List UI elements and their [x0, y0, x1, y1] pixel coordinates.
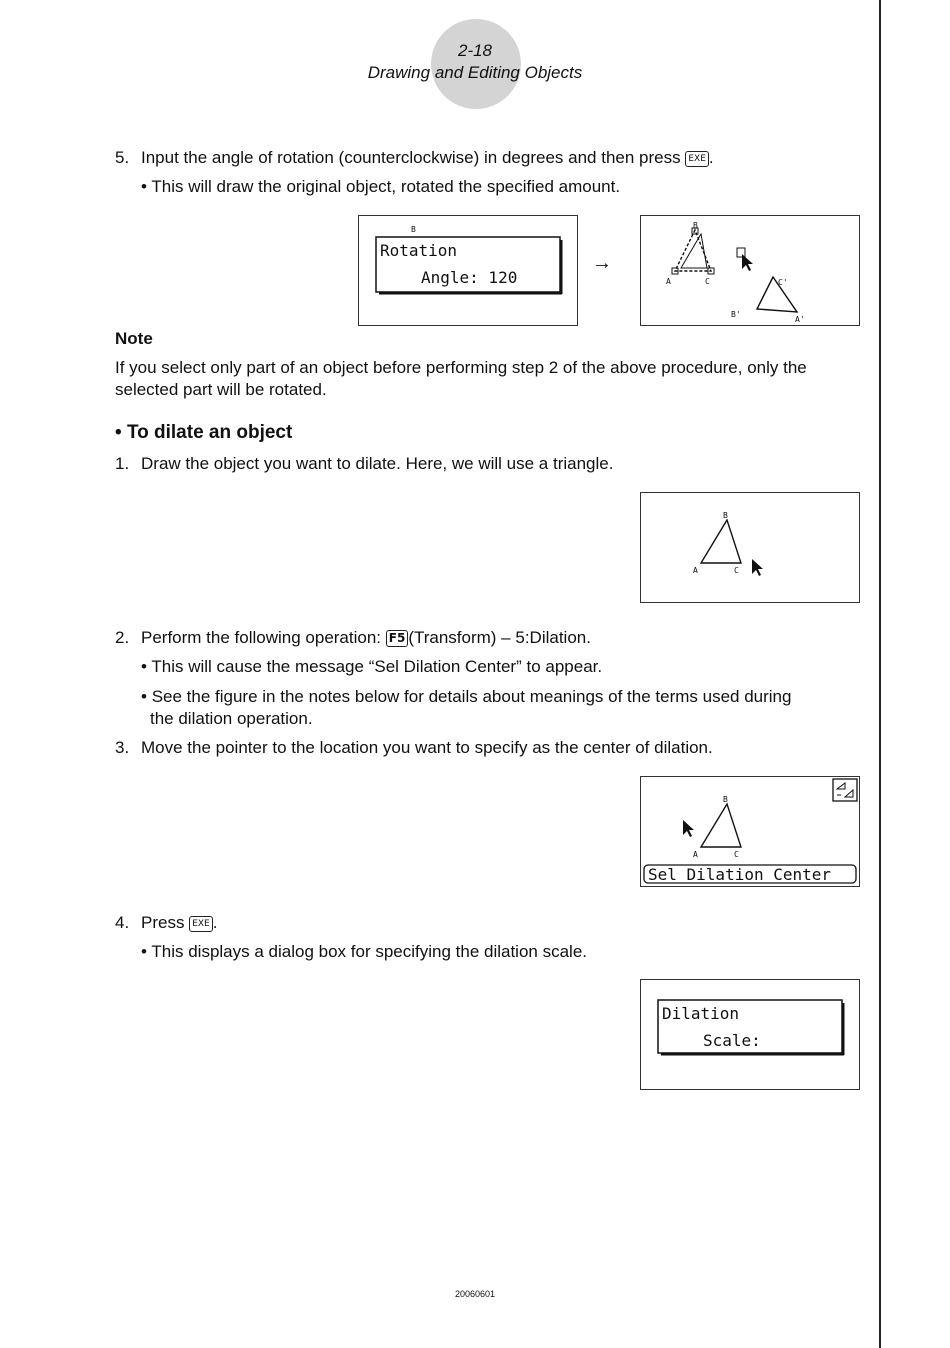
f5-key-icon: F5 — [386, 630, 409, 647]
dilate-heading-text: To dilate an object — [126, 422, 293, 443]
dilate-heading: • To dilate an object — [115, 422, 293, 443]
bullet-text: See the figure in the notes below for details about meanings of the terms used during — [151, 687, 792, 706]
point-b-label: B — [693, 221, 698, 230]
dilate-step-2-text-b: (Transform) – 5:Dilation. — [408, 628, 591, 647]
step-number: 2. — [115, 628, 130, 647]
dilation-scale-label: Scale: — [703, 1031, 761, 1050]
dilate-step-2-bullet-1: • This will cause the message “Sel Dilation Center” to appear. — [141, 657, 603, 676]
exe-key-icon: EXE — [189, 916, 213, 932]
exe-key-icon: EXE — [685, 151, 709, 167]
point-c-label: C — [734, 850, 739, 859]
point-b-prime-label: B' — [731, 310, 741, 319]
dilate-step-2-text — [141, 627, 591, 649]
pointer-icon — [752, 559, 763, 576]
page-edge-line — [879, 0, 881, 1348]
bullet-text: This will cause the message “Sel Dilation Center” to appear. — [151, 657, 603, 676]
step-number: 4. — [115, 913, 130, 932]
step-5-text-a: Input the angle of rotation (counterclockwise) in degrees and then press — [141, 148, 681, 167]
point-a-label: A — [693, 850, 698, 859]
status-message: Sel Dilation Center — [648, 865, 832, 884]
dilation-title: Dilation — [662, 1004, 740, 1023]
dilate-step-4-text-b: . — [212, 913, 218, 932]
dilate-step-2-bullet-2-cont: the dilation operation. — [150, 709, 313, 728]
dilate-step-4-text — [141, 912, 217, 934]
dilation-center-screen — [640, 776, 860, 887]
section-title: Drawing and Editing Objects — [367, 63, 583, 82]
note-line-1: If you select only part of an object before performing step 2 of the above procedure, only the — [115, 358, 807, 377]
point-a-prime-label: A' — [795, 315, 805, 324]
page-number: 2-18 — [457, 41, 493, 60]
point-c-label: C — [734, 566, 739, 575]
point-b-label: B — [723, 511, 728, 520]
step-5-bullet-text: This will draw the original object, rotated the specified amount. — [151, 177, 621, 196]
point-a-label: A — [666, 277, 671, 286]
dilate-step-2-text-a: Perform the following operation: — [141, 628, 382, 647]
step-number: 1. — [115, 454, 130, 473]
dilate-step-2-bullet-2: • See the figure in the notes below for details about meanings of the terms used during — [141, 687, 792, 706]
step-5-text-b: . — [708, 148, 714, 167]
pointer-icon — [742, 254, 753, 271]
point-c-prime-label: C' — [778, 278, 788, 287]
point-b-label: B — [411, 225, 416, 234]
rotation-result-screen — [640, 215, 860, 326]
step-5-text — [141, 147, 714, 169]
arrow-icon: → — [592, 252, 612, 274]
rotation-angle: Angle: 120 — [421, 268, 518, 287]
dilate-step-3-text: Move the pointer to the location you want to specify as the center of dilation. — [141, 738, 713, 757]
step-number: 5. — [115, 148, 130, 167]
dilate-step-4-bullet: • This displays a dialog box for specifying the dilation scale. — [141, 942, 587, 961]
step-number: 3. — [115, 738, 130, 757]
dilate-step-1-text: Draw the object you want to dilate. Here, we will use a triangle. — [141, 454, 614, 473]
bullet-text: This displays a dialog box for specifying the dilation scale. — [151, 942, 587, 961]
footer-code: 20060601 — [454, 1289, 496, 1299]
pointer-icon — [683, 820, 694, 837]
note-line-2: selected part will be rotated. — [115, 380, 327, 399]
step-5-bullet: • This will draw the original object, rotated the specified amount. — [141, 177, 621, 196]
rotation-dialog-screen — [358, 215, 578, 326]
dilate-step-4-text-a: Press — [141, 913, 185, 932]
rotation-title: Rotation — [380, 241, 458, 260]
note-title: Note — [115, 329, 153, 348]
point-c-label: C — [705, 277, 710, 286]
point-a-label: A — [693, 566, 698, 575]
point-b-label: B — [723, 795, 728, 804]
triangle-screen — [640, 492, 860, 603]
dilation-scale-screen — [640, 979, 860, 1090]
